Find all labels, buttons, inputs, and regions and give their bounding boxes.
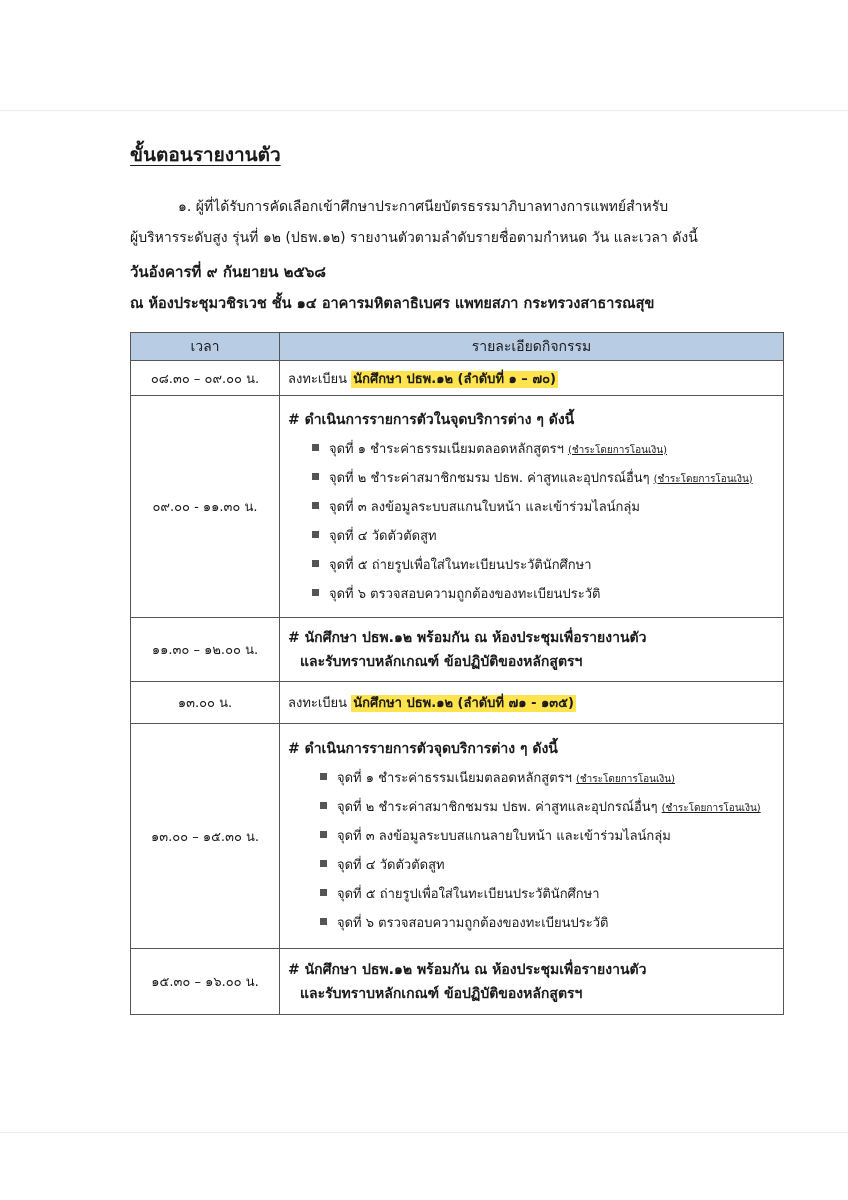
square-bullet-icon: [320, 860, 327, 867]
top-divider: [0, 110, 848, 111]
page-title: ขั้นตอนรายงานตัว: [130, 144, 281, 166]
schedule-table: [130, 332, 784, 1015]
assembly-line-1: # นักศึกษา ปธพ.๑๒ พร้อมกัน ณ ห้องประชุมเพื่อรายงานตัว: [288, 629, 647, 646]
list-item: [320, 851, 783, 880]
item-text: จุดที่ ๓ ลงข้อมูลระบบสแกนลายใบหน้า และเข้าร่วมไลน์กลุ่ม: [337, 829, 671, 844]
item-text: จุดที่ ๔ วัดตัวตัดสูท: [337, 858, 445, 873]
payment-note: (ชำระโดยการโอนเงิน): [575, 774, 676, 785]
row-time: ๑๑.๓๐ – ๑๒.๐๐ น.: [131, 618, 280, 682]
row-time: ๐๙.๐๐ - ๑๑.๓๐ น.: [131, 396, 280, 618]
item-text: จุดที่ ๕ ถ่ายรูปเพื่อใส่ในทะเบียนประวัตินักศึกษา: [329, 557, 592, 573]
table-row: [131, 949, 784, 1015]
item-text: จุดที่ ๓ ลงข้อมูลระบบสแกนใบหน้า และเข้าร่วมไลน์กลุ่ม: [329, 499, 640, 515]
item-text: จุดที่ ๖ ตรวจสอบความถูกต้องของทะเบียนประวัติ: [329, 586, 601, 602]
list-item: [320, 909, 783, 938]
table-row: [131, 682, 784, 724]
assembly-line-2: และรับทราบหลักเกณฑ์ ข้อปฏิบัติของหลักสูตรฯ: [300, 985, 583, 1002]
student-group-highlight: นักศึกษา ปธพ.๑๒ (ลำดับที่ ๗๑ - ๑๓๕): [353, 696, 574, 711]
intro-paragraph: [130, 192, 760, 254]
header-detail: รายละเอียดกิจกรรม: [280, 333, 784, 361]
list-item: [312, 493, 783, 522]
item-text: จุดที่ ๑ ชำระค่าธรรมเนียมตลอดหลักสูตรฯ: [337, 771, 572, 786]
table-header-row: [131, 333, 784, 361]
square-bullet-icon: [320, 802, 327, 809]
event-venue: ณ ห้องประชุมวชิรเวช ชั้น ๑๔ อาคารมหิตลาธิเบศร แพทยสภา กระทรวงสาธารณสุข: [130, 296, 655, 312]
item-text: จุดที่ ๖ ตรวจสอบความถูกต้องของทะเบียนประวัติ: [337, 916, 609, 931]
square-bullet-icon: [320, 831, 327, 838]
assembly-line-2: และรับทราบหลักเกณฑ์ ข้อปฏิบัติของหลักสูตรฯ: [300, 653, 583, 670]
square-bullet-icon: [320, 889, 327, 896]
activity-title: # ดำเนินการรายการตัวจุดบริการต่าง ๆ ดังนี้: [288, 741, 558, 757]
square-bullet-icon: [320, 773, 327, 780]
payment-note: (ชำระโดยการโอนเงิน): [653, 473, 753, 485]
list-item: [320, 793, 783, 822]
square-bullet-icon: [312, 560, 319, 567]
row-detail: [280, 682, 784, 724]
list-item: [320, 764, 783, 793]
item-text: จุดที่ ๒ ชำระค่าสมาชิกชมรม ปธพ. ค่าสูทและอุปกรณ์อื่นๆ: [337, 800, 658, 815]
assembly-note: [288, 620, 783, 680]
row-detail: [280, 361, 784, 396]
service-point-list: [288, 435, 783, 615]
intro-line-2: ผู้บริหารระดับสูง รุ่นที่ ๑๒ (ปธพ.๑๒) รายงานตัวตามลำดับรายชื่อตามกำหนด วัน และเวลา ดังนี้: [130, 230, 698, 246]
item-text: จุดที่ ๑ ชำระค่าธรรมเนียมตลอดหลักสูตรฯ: [329, 441, 564, 457]
item-text: จุดที่ ๒ ชำระค่าสมาชิกชมรม ปธพ. ค่าสูทและอุปกรณ์อื่นๆ: [329, 470, 650, 486]
assembly-note: [288, 952, 783, 1012]
register-label: ลงทะเบียน: [288, 371, 348, 387]
square-bullet-icon: [312, 444, 319, 451]
list-item: [320, 880, 783, 909]
list-item: [320, 822, 783, 851]
row-time: ๑๓.๐๐ – ๑๕.๓๐ น.: [131, 724, 280, 949]
assembly-line-1: # นักศึกษา ปธพ.๑๒ พร้อมกัน ณ ห้องประชุมเพื่อรายงานตัว: [288, 961, 647, 978]
square-bullet-icon: [312, 589, 319, 596]
list-item: [312, 580, 783, 609]
activity-title: # ดำเนินการรายการตัวในจุดบริการต่าง ๆ ดังนี้: [288, 411, 575, 428]
row-detail: [280, 618, 784, 682]
square-bullet-icon: [312, 502, 319, 509]
list-item: [312, 522, 783, 551]
payment-note: (ชำระโดยการโอนเงิน): [661, 803, 761, 814]
row-detail: [280, 396, 784, 618]
square-bullet-icon: [320, 918, 327, 925]
student-group-highlight: นักศึกษา ปธพ.๑๒ (ลำดับที่ ๑ – ๗๐): [353, 371, 556, 387]
list-item: [312, 435, 783, 464]
payment-note: (ชำระโดยการโอนเงิน): [567, 444, 668, 456]
row-time: ๐๘.๓๐ – ๐๙.๐๐ น.: [131, 361, 280, 396]
item-text: จุดที่ ๕ ถ่ายรูปเพื่อใส่ในทะเบียนประวัตินักศึกษา: [337, 887, 600, 902]
header-time: เวลา: [131, 333, 280, 361]
table-row: [131, 618, 784, 682]
intro-line-1: ๑. ผู้ที่ได้รับการคัดเลือกเข้าศึกษาประกาศนียบัตรธรรมาภิบาลทางการแพทย์สำหรับ: [178, 199, 669, 215]
list-item: [312, 551, 783, 580]
service-point-list: [288, 764, 783, 944]
row-time: ๑๓.๐๐ น.: [131, 682, 280, 724]
table-row: [131, 396, 784, 618]
bottom-divider: [0, 1132, 848, 1133]
table-row: [131, 361, 784, 396]
row-detail: [280, 724, 784, 949]
event-date: วันอังคารที่ ๙ กันยายน ๒๕๖๘: [130, 263, 326, 281]
row-detail: [280, 949, 784, 1015]
square-bullet-icon: [312, 473, 319, 480]
item-text: จุดที่ ๔ วัดตัวตัดสูท: [329, 528, 437, 544]
list-item: [312, 464, 783, 493]
register-label: ลงทะเบียน: [288, 696, 348, 711]
table-row: [131, 724, 784, 949]
row-time: ๑๕.๓๐ – ๑๖.๐๐ น.: [131, 949, 280, 1015]
square-bullet-icon: [312, 531, 319, 538]
